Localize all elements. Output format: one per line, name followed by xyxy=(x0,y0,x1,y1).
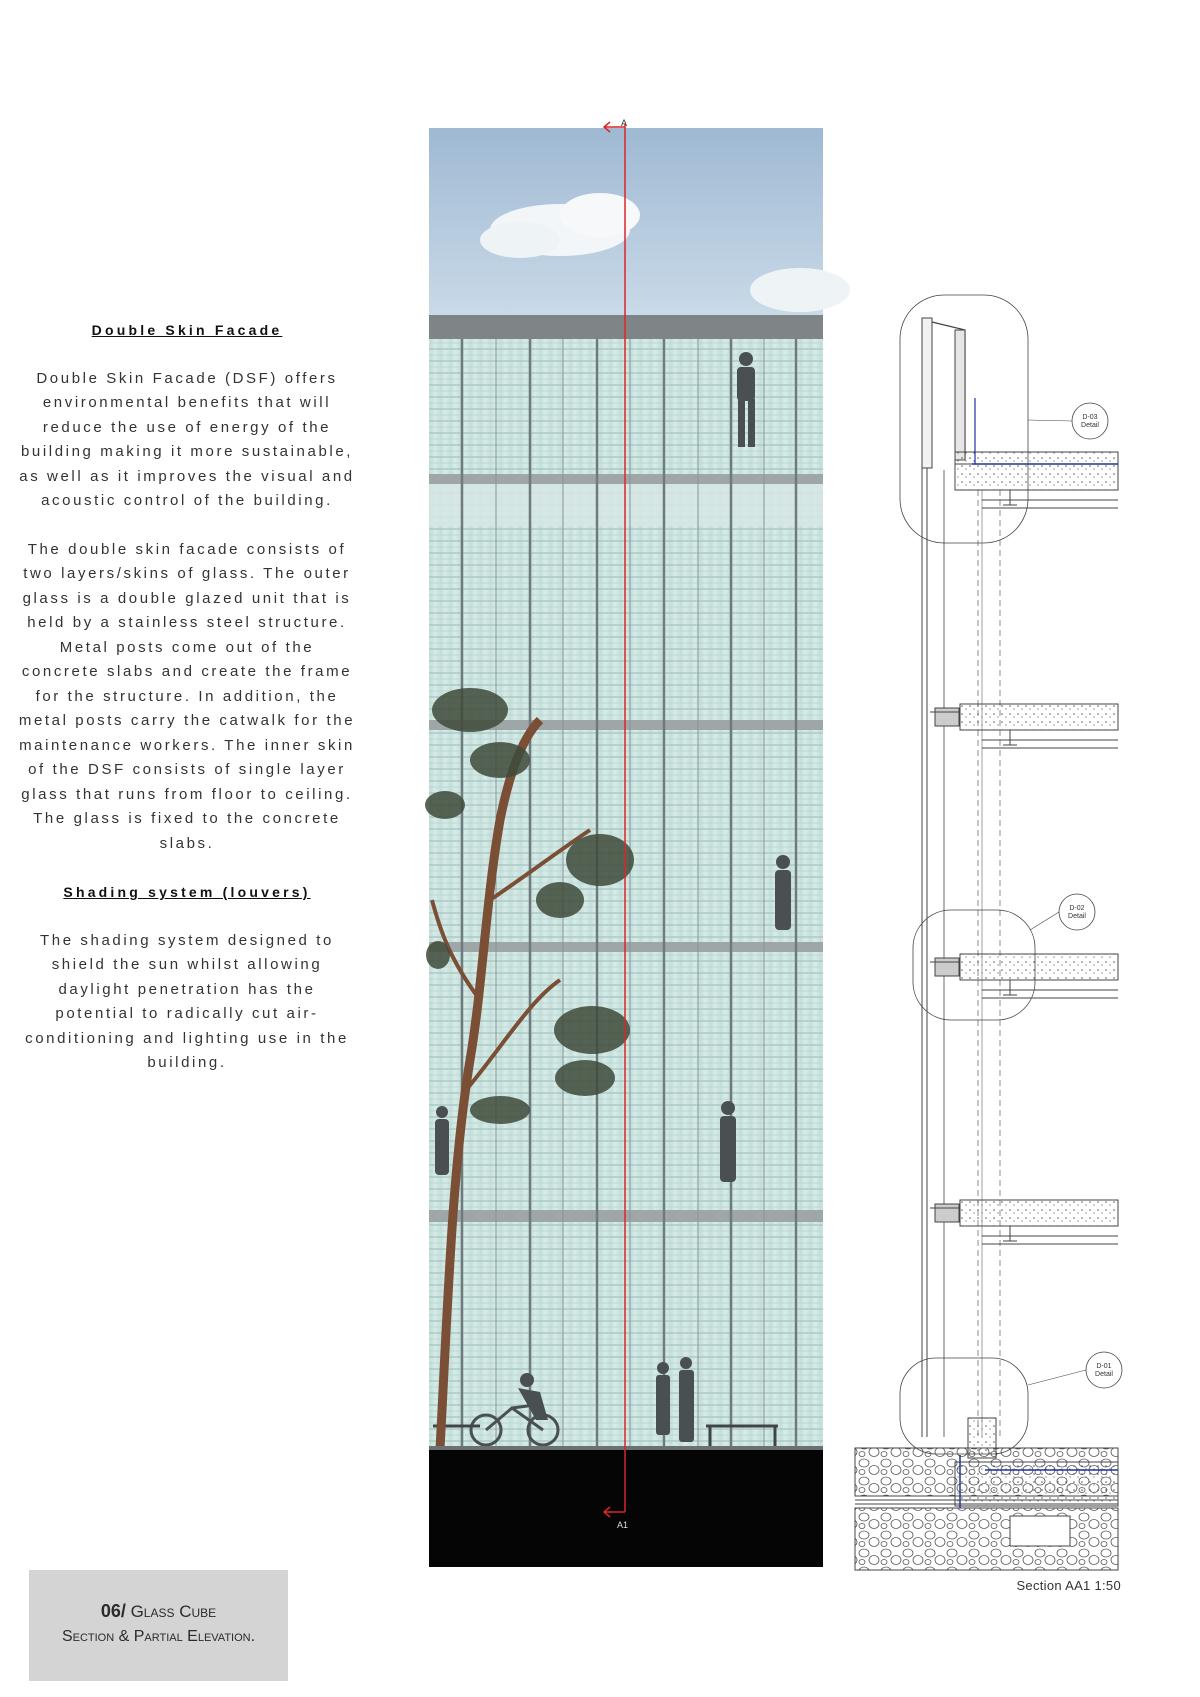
section-mark-top: A xyxy=(621,118,628,128)
paragraph-dsf-intro: Double Skin Facade (DSF) offers environmental benefits that will reduce the use of energy of the building making it more sustainable, as well as it improves the visual and acoustic control of the building. xyxy=(19,369,355,509)
heading-dsf: Double Skin Facade xyxy=(91,322,283,338)
ground-section xyxy=(429,1449,823,1567)
detail-tags xyxy=(1068,414,1113,1378)
title-subtitle: Section & Partial Elevation. xyxy=(61,1628,256,1645)
section-caption: Section AA1 1:50 xyxy=(1016,1578,1121,1593)
title-block xyxy=(29,1570,288,1681)
paragraph-shading: The shading system designed to shield the sun whilst allowing daylight penetration has the potential to radically cut air-conditioning and lighting use in the building. xyxy=(25,931,349,1071)
section-drawing xyxy=(855,295,1122,1570)
detail-tag-d03-code: D-03 xyxy=(1082,414,1098,421)
heading-shading: Shading system (louvers) xyxy=(63,884,311,900)
detail-tag-d02-code: D-02 xyxy=(1069,905,1085,912)
detail-tag-d01-code: D-01 xyxy=(1096,1363,1112,1370)
title-line xyxy=(29,1601,288,1622)
title-number: 06/ xyxy=(100,1601,126,1621)
roof-slab xyxy=(429,315,823,339)
detail-tag-d02-label: Detail xyxy=(1068,913,1086,920)
cloud xyxy=(750,268,850,312)
title-text: Glass Cube xyxy=(130,1602,217,1621)
section-mark-bottom: A1 xyxy=(617,1520,629,1530)
detail-tag-d03-label: Detail xyxy=(1081,422,1099,429)
detail-tag-d01-label: Detail xyxy=(1095,1371,1113,1378)
paragraph-dsf-structure: The double skin facade consists of two layers/skins of glass. The outer glass is a double glazed unit that is held by a stainless steel structure. Metal posts come out of the concrete slabs and create the frame for the structure. In addition, the metal posts carry the catwalk for the maintenance workers. The inner skin of the DSF consists of single layer glass that runs from floor to ceiling. The glass is fixed to the concrete slabs. xyxy=(18,540,356,852)
